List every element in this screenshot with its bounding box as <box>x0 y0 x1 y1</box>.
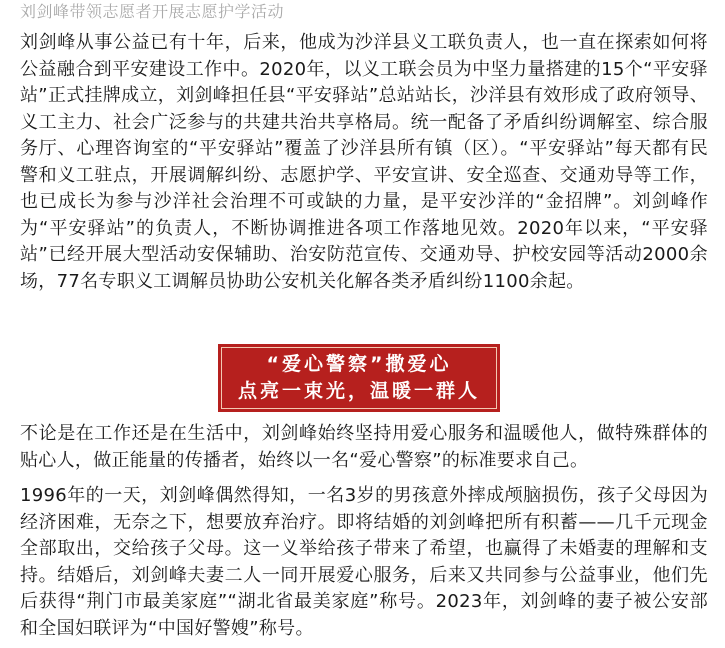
section-banner <box>218 344 500 412</box>
photo-caption: 刘剑峰带领志愿者开展志愿护学活动 <box>20 2 285 21</box>
section-banner-frame <box>221 347 497 409</box>
article-paragraph: 1996年的一天，刘剑峰偶然得知，一名3岁的男孩意外摔成颅脑损伤，孩子父母因为经济困难，无奈之下，想要放弃治疗。即将结婚的刘剑峰把所有积蓄——几千元现金全部取出，交给孩子父母。这一义举给孩子带来了希望，也赢得了未婚妻的理解和支持。结婚后，刘剑峰夫妻二人一同开展爱心服务，后来又共同参与公益事业，他们先后获得“荆门市最美家庭”“湖北省最美家庭”称号。2023年，刘剑峰的妻子被公安部和全国妇联评为“中国好警嫂”称号。 <box>20 485 708 639</box>
article-paragraph: 刘剑峰从事公益已有十年，后来，他成为沙洋县义工联负责人，也一直在探索如何将公益融合到平安建设工作中。2020年，以义工联会员为中坚力量搭建的15个“平安驿站”正式挂牌成立，刘剑峰担任县“平安驿站”总站站长，沙洋县有效形成了政府领导、义工主力、社会广泛参与的共建共治共享格局。统一配备了矛盾纠纷调解室、综合服务厅、心理咨询室的“平安驿站”覆盖了沙洋县所有镇（区）。“平安驿站”每天都有民警和义工驻点，开展调解纠纷、志愿护学、平安宣讲、安全巡查、交通劝导等工作，也已成长为参与沙洋社会治理不可或缺的力量，是平安沙洋的“金招牌”。刘剑峰作为“平安驿站”的负责人，不断协调推进各项工作落地见效。2020年以来，“平安驿站”已经开展大型活动安保辅助、治安防范宣传、交通劝导、护校安园等活动2000余场，77名专职义工调解员协助公安机关化解各类矛盾纠纷1100余起。 <box>20 32 708 292</box>
article-paragraph: 不论是在工作还是在生活中，刘剑峰始终坚持用爱心服务和温暖他人，做特殊群体的贴心人，做正能量的传播者，始终以一名“爱心警察”的标准要求自己。 <box>20 423 708 471</box>
section-banner-line-2: 点亮一束光，温暖一群人 <box>237 380 480 402</box>
section-banner-line-1: “爱心警察”撒爱心 <box>266 353 452 375</box>
